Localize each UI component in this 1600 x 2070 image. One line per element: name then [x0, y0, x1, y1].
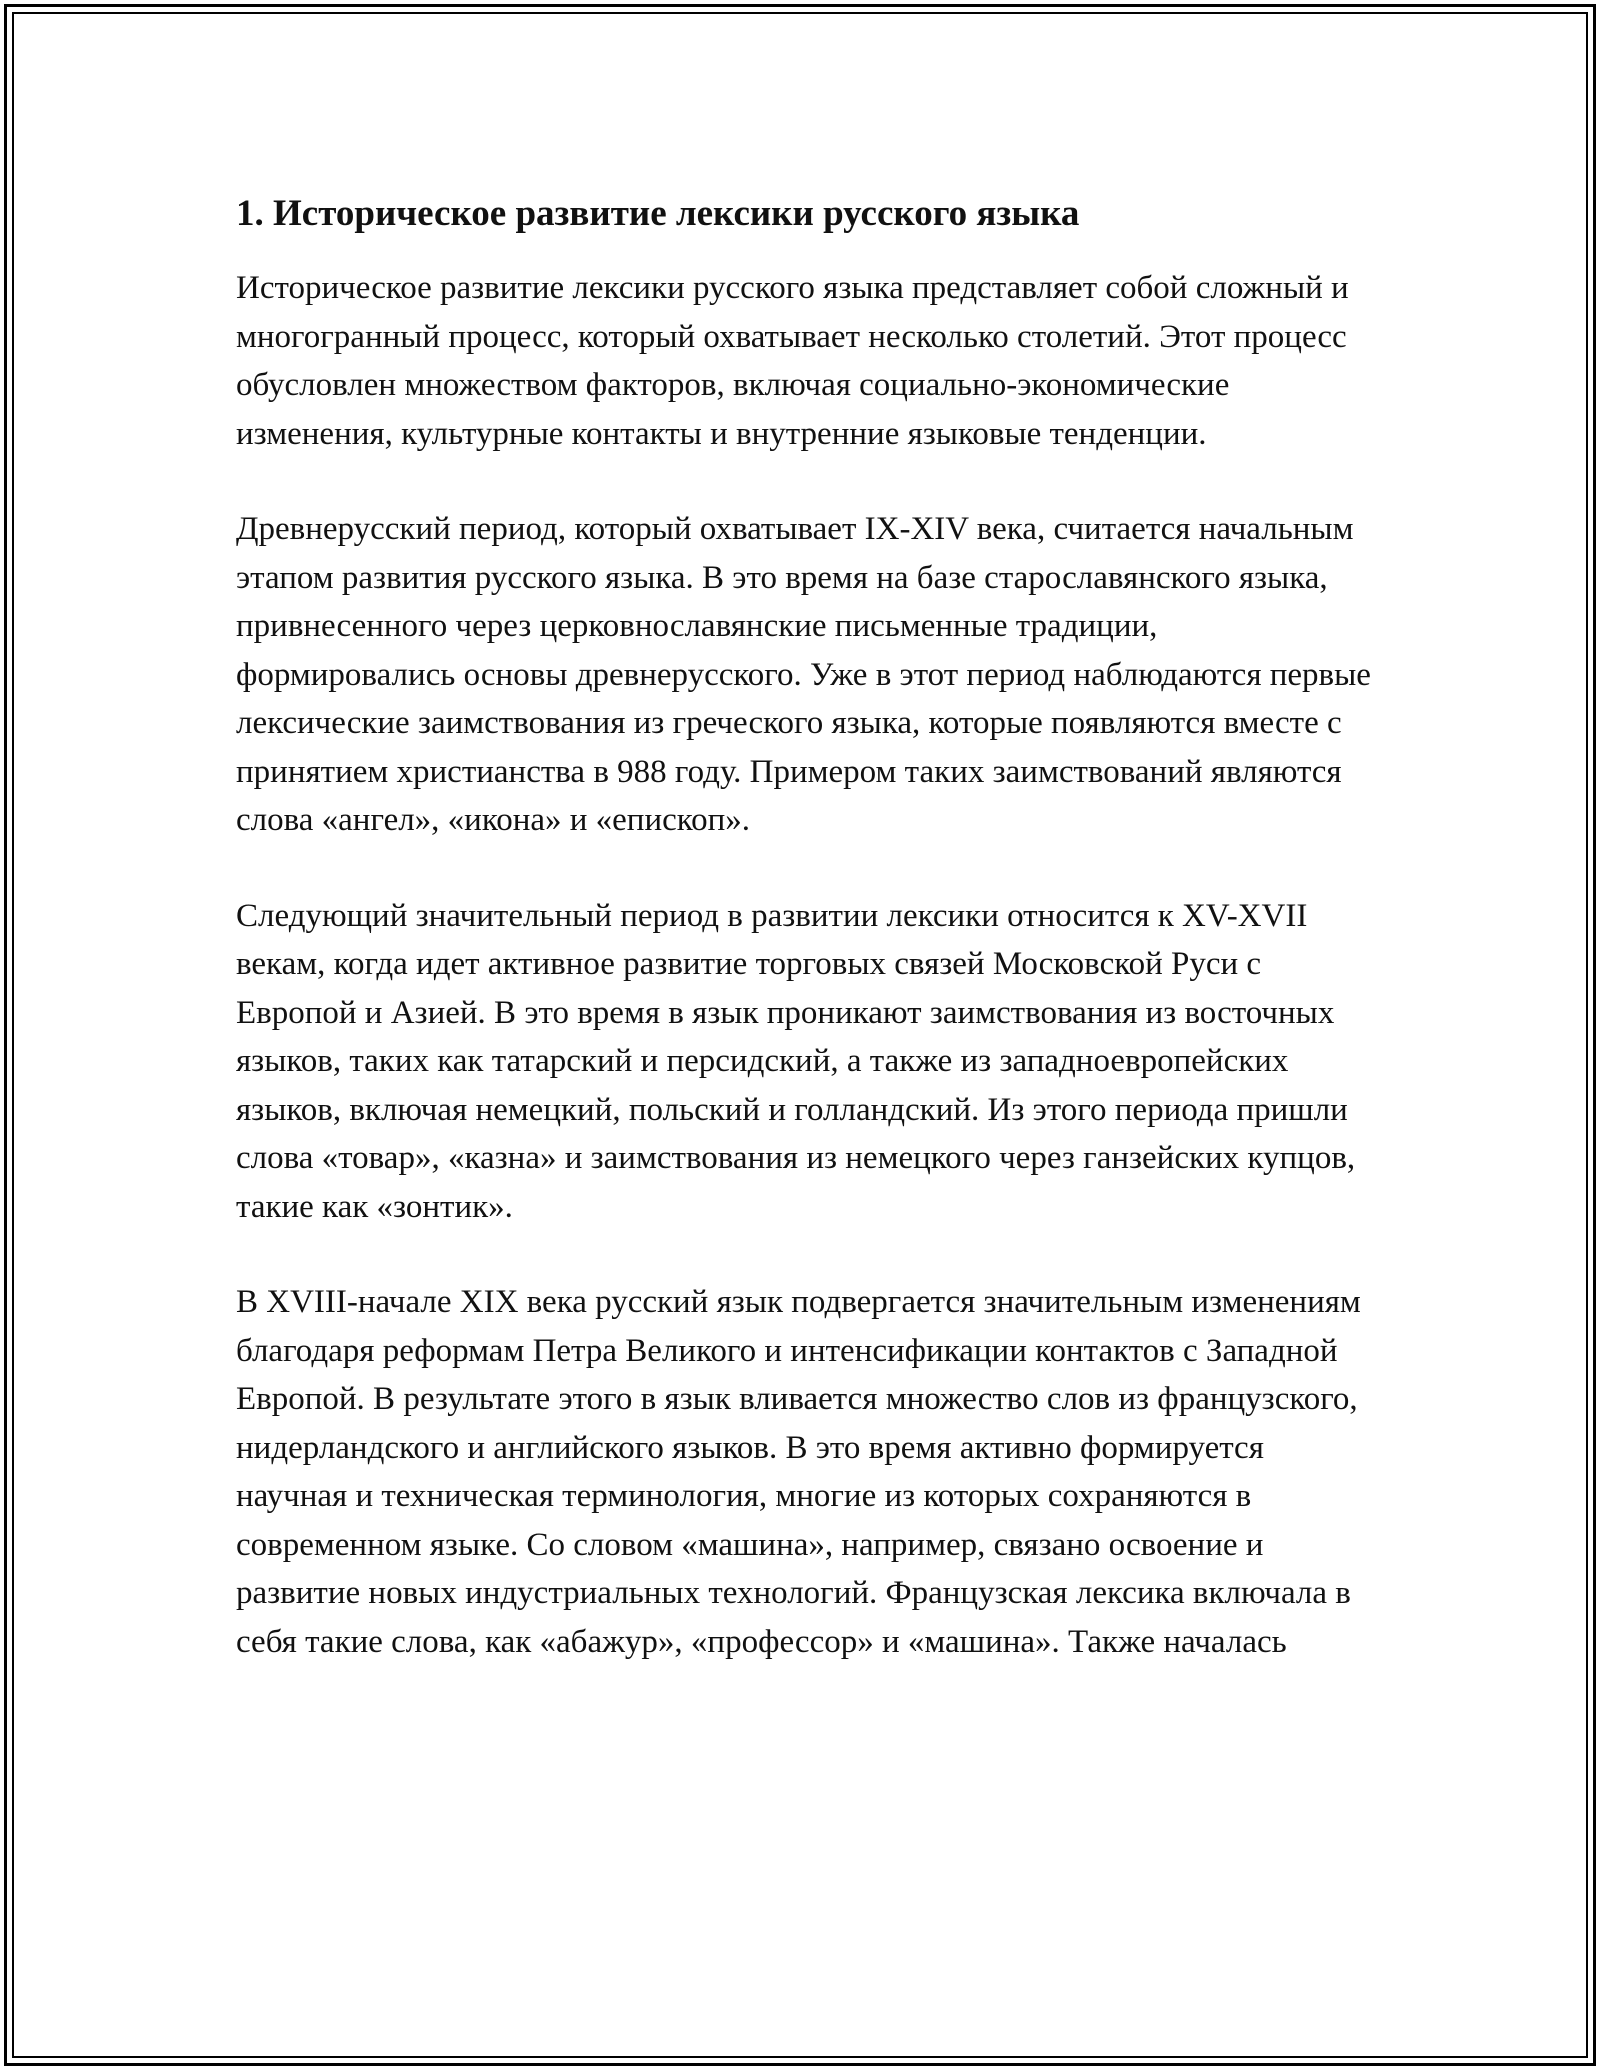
paragraph-18-19-centuries: В XVIII-начале XIX века русский язык подвергается значительным изменениям благодаря реформам Петра Великого и интенсификации контактов с Западной Европой. В результате этого в язык вливается множество слов из французского, нидерландского и английского языков. В это время активно формируется научная и техническая терминология, многие из которых сохраняются в современном языке. Со словом «машина», например, связано освоение и развитие новых индустриальных технологий. Французская лексика включала в себя такие слова, как «абажур», «профессор» и «машина». Также началась — [236, 1284, 1361, 1660]
document-body — [236, 186, 1376, 1666]
paragraph-15-17-centuries: Следующий значительный период в развитии лексики относится к XV-XVII векам, когда идет активное развитие торговых связей Московской Руси с Европой и Азией. В это время в язык проникают заимствования из восточных языков, таких как татарский и персидский, а также из западноевропейских языков, включая немецкий, польский и голландский. Из этого периода пришли слова «товар», «казна» и заимствования из немецкого через ганзейских купцов, такие как «зонтик». — [236, 897, 1356, 1225]
section-heading: 1. Историческое развитие лексики русского языка — [236, 193, 1080, 234]
paragraph-intro: Историческое развитие лексики русского языка представляет собой сложный и многогранный процесс, который охватывает несколько столетий. Этот процесс обусловлен множеством факторов, включая социально-экономические изменения, культурные контакты и внутренние языковые тенденции. — [236, 270, 1349, 452]
paragraph-old-russian-period: Древнерусский период, который охватывает IX-XIV века, считается начальным этапом развития русского языка. В это время на базе старославянского языка, привнесенного через церковнославянские письменные традиции, формировались основы древнерусского. Уже в этот период наблюдаются первые лексические заимствования из греческого языка, которые появляются вместе с принятием христианства в 988 году. Примером таких заимствований являются слова «ангел», «икона» и «епископ». — [236, 511, 1371, 838]
